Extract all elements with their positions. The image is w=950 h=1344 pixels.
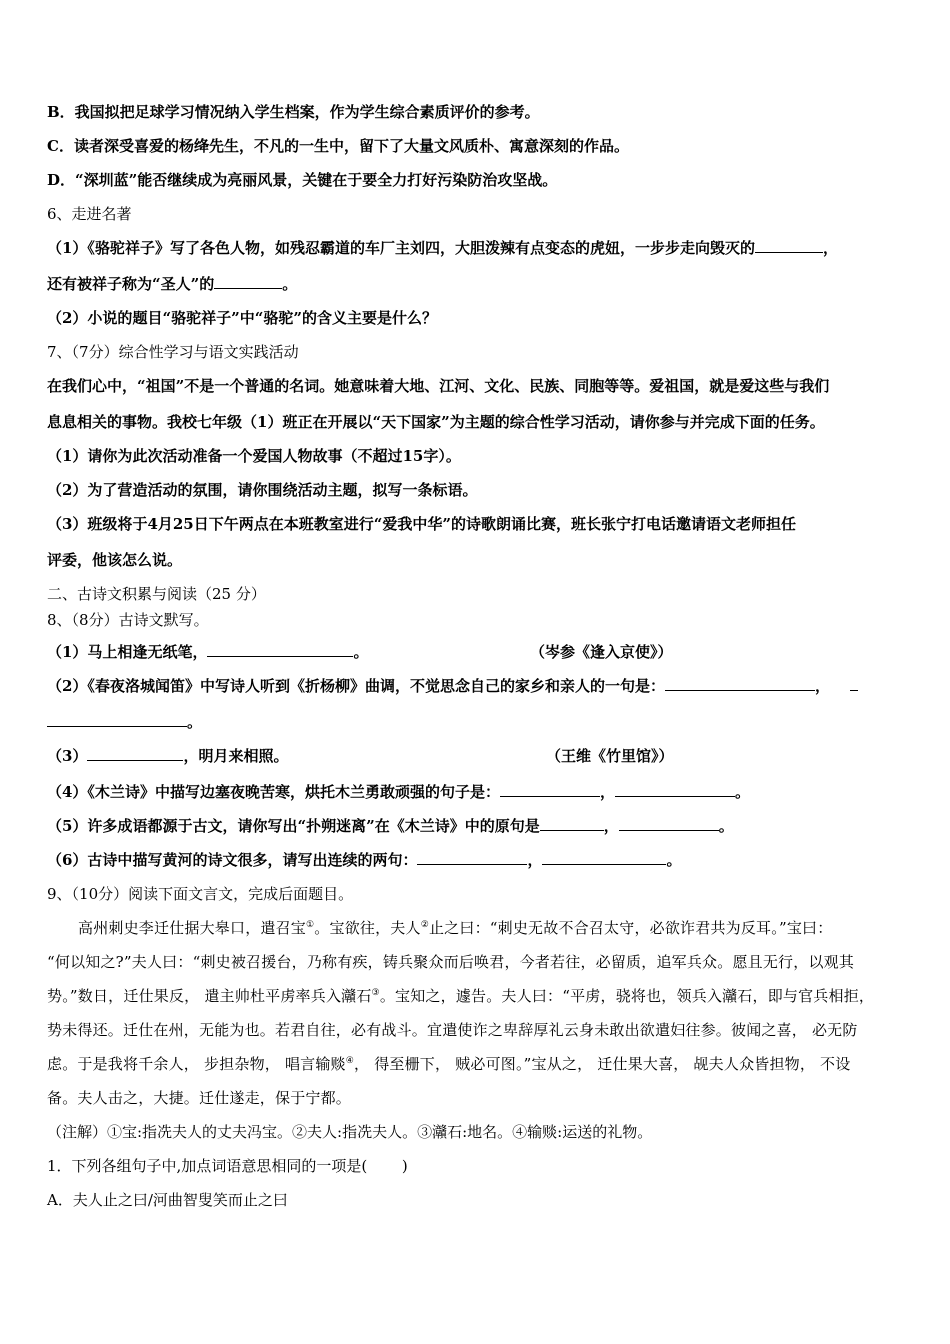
- q9-passage-line4: 势未得还。迁仕在州，无能为也。若君自往，必有战斗。宜遣使诈之卑辞厚礼云身未敢出欲遣妇往参。彼闻之喜， 必无防: [47, 1021, 858, 1039]
- answer-blank[interactable]: [417, 850, 527, 865]
- answer-blank[interactable]: [615, 782, 735, 797]
- q5-option-b: B．我国拟把足球学习情况纳入学生档案，作为学生综合素质评价的参考。: [47, 103, 540, 121]
- q7-intro-line2: 息息相关的事物。我校七年级（1）班正在开展以“天下国家”为主题的综合性学习活动，请你参与并完成下面的任务。: [47, 413, 825, 431]
- q8-line5: （5）许多成语都源于古文，请你写出“扑朔迷离”在《木兰诗》中的原句是 ， 。: [47, 817, 734, 835]
- answer-blank[interactable]: [47, 712, 187, 727]
- answer-blank[interactable]: [214, 274, 282, 289]
- answer-blank[interactable]: [850, 676, 858, 691]
- answer-blank[interactable]: [207, 642, 353, 657]
- q8-line2: （2）《春夜洛城闻笛》中写诗人听到《折杨柳》曲调，不觉思念自己的家乡和亲人的一句是： ，: [47, 676, 858, 696]
- q9-passage-line1: 高州刺史李迁仕据大皋口，遣召宝①。宝欲往，夫人②止之曰：“刺史无故不合召太守，必欲诈君共为反耳。”宝曰：: [78, 919, 833, 937]
- q7-title: 7、（7分）综合性学习与语文实践活动: [47, 343, 299, 361]
- q6-part1-text: （1）《骆驼祥子》写了各色人物，如残忍霸道的车厂主刘四，大胆泼辣有点变态的虎妞，一步步走向毁灭的: [47, 239, 755, 257]
- q9-passage-line6: 备。夫人击之，大捷。迁仕遂走，保于宁都。: [47, 1089, 352, 1107]
- q7-task3-line1: （3）班级将于4月25日下午两点在本班教室进行“爱我中华”的诗歌朗诵比赛，班长张宁打电话邀请语文老师担任: [47, 515, 797, 533]
- q9-passage-line2: “何以知之?”夫人曰：“刺史被召援台，乃称有疾，铸兵聚众而后唤君，今者若往，必留质，追军兵众。愿且无行，以观其: [47, 953, 855, 971]
- answer-blank[interactable]: [540, 816, 604, 831]
- answer-blank[interactable]: [755, 238, 823, 253]
- answer-blank[interactable]: [665, 676, 815, 691]
- q6-part2: （2）小说的题目“骆驼祥子”中“骆驼”的含义主要是什么？: [47, 309, 437, 327]
- q8-line1-citation: （岑参《逢入京使》）: [530, 643, 673, 661]
- q5-option-c: C．读者深受喜爱的杨绛先生，不凡的一生中，留下了大量文风质朴、寓意深刻的作品。: [47, 137, 629, 155]
- q8-line4: （4）《木兰诗》中描写边塞夜晚苦寒，烘托木兰勇敢顽强的句子是： ， 。: [47, 783, 750, 801]
- q7-task3-line2: 评委，他该怎么说。: [47, 551, 183, 569]
- q6-part1-line1: （1）《骆驼祥子》写了各色人物，如残忍霸道的车厂主刘四，大胆泼辣有点变态的虎妞，一步步走向毁灭的 ，: [47, 239, 838, 257]
- q9-note: （注解）①宝:指冼夫人的丈夫冯宝。②夫人:指冼夫人。③灨石:地名。④输赕:运送的礼物。: [47, 1123, 653, 1141]
- section-heading: 二、古诗文积累与阅读（25 分）: [47, 585, 266, 603]
- q9-title: 9、（10分）阅读下面文言文，完成后面题目。: [47, 885, 354, 903]
- q8-line2-cont: 。: [47, 712, 202, 732]
- q8-line6: （6）古诗中描写黄河的诗文很多，请写出连续的两句： ， 。: [47, 851, 682, 869]
- q9-passage-line3: 势。”数日，迁仕果反， 遣主帅杜平虏率兵入灨石③。宝知之，遽告。夫人曰：“平虏，骁将也，领兵入灨石，即与官兵相拒，: [47, 987, 875, 1005]
- q9-subquestion-1: 1．下列各组句子中,加点词语意思相同的一项是( ): [47, 1157, 408, 1175]
- q6-title: 6、走进名著: [47, 205, 132, 223]
- q6-part1-line2: 还有被祥子称为“圣人”的 。: [47, 275, 298, 293]
- q7-intro-line1: 在我们心中，“祖国”不是一个普通的名词。她意味着大地、江河、文化、民族、同胞等等。爱祖国，就是爱这些与我们: [47, 377, 830, 395]
- q9-option-a: A．夫人止之曰/河曲智叟笑而止之曰: [47, 1191, 288, 1209]
- q8-line3-citation: （王维《竹里馆》）: [546, 747, 674, 765]
- answer-blank[interactable]: [619, 816, 719, 831]
- q8-title: 8、（8分）古诗文默写。: [47, 611, 209, 629]
- q8-line1: （1）马上相逢无纸笔， 。: [47, 643, 369, 661]
- answer-blank[interactable]: [87, 746, 183, 761]
- q5-option-d: D．“深圳蓝”能否继续成为亮丽风景，关键在于要全力打好污染防治攻坚战。: [47, 171, 558, 189]
- q9-passage-line5: 虑。于是我将千余人， 步担杂物， 唱言输赕④， 得至栅下， 贼必可图。”宝从之， 迁仕果大喜， 觇夫人众皆担物， 不设: [47, 1055, 851, 1073]
- q7-task2: （2）为了营造活动的氛围，请你围绕活动主题，拟写一条标语。: [47, 481, 478, 499]
- answer-blank[interactable]: [500, 782, 600, 797]
- answer-blank[interactable]: [542, 850, 666, 865]
- q6-part1-text2: 还有被祥子称为“圣人”的: [47, 275, 215, 293]
- q7-task1: （1）请你为此次活动准备一个爱国人物故事（不超过15字）。: [47, 447, 461, 465]
- q8-line3: （3） ，明月来相照。: [47, 747, 289, 765]
